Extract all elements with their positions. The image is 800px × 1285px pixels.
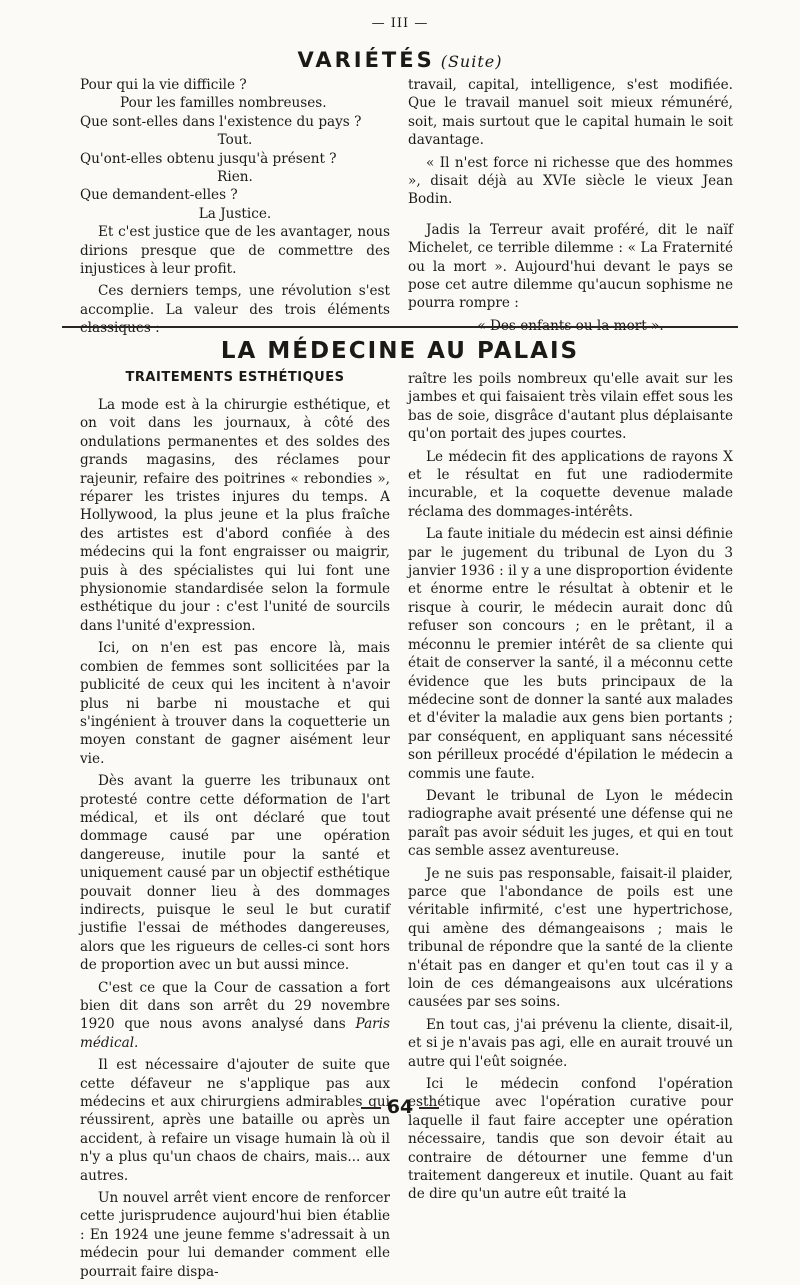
paragraph: Devant le tribunal de Lyon le médecin radiographe avait présenté une défense qui ne paraît pas avoir séduit les juges, et qui en tout cas semble assez aventureuse. xyxy=(408,787,733,860)
varietes-verse xyxy=(80,76,390,223)
paragraph: Dès avant la guerre les tribunaux ont protesté contre cette déformation de l'art médical, et ils ont déclaré que tout dommage causé par une opération dangereuse, inutile pour la santé et uniquement causé par un objectif esthétique pouvait donner lieu à des dommages indirects, puisque le seul le but curatif justifie l'essai de méthodes dangereuses, alors que les rigueurs de celles-ci sont hors de proportion avec un but aussi mince. xyxy=(80,773,390,974)
page-number-text: 64 xyxy=(386,1096,414,1118)
verse-line: Rien. xyxy=(217,169,253,186)
journal-citation: Paris médical. xyxy=(80,1016,391,1051)
verse-line: Pour les familles nombreuses. xyxy=(120,95,327,112)
folio-dash xyxy=(361,1107,381,1109)
verse-line: La Justice. xyxy=(198,205,272,222)
paragraph: Ici le médecin confond l'opération esthétique avec l'opération curative pour laquelle il faut faire accepter une opération nécessaire, tandis que son devoir était au contraire de détourner une femme d'un traitement dangereux et inutile. Quant au fait de dire qu'un autre eût traité la xyxy=(408,1076,733,1203)
paragraph: La faute initiale du médecin est ainsi définie par le jugement du tribunal de Lyon du 3 janvier 1936 : il y a une disproportion évidente et énorme entre le résultat à obtenir et le risque à courir, le médecin aurait donc dû refuser son concours ; en le prêtant, il a méconnu le premier intérêt de sa cliente qui était de conserver la santé, il a méconnu cette évidence que les buts principaux de la médecine sont de donner la santé aux malades et d'éviter la maladie aux gens bien portants ; par conséquent, en appliquant sans nécessité son périlleux procédé d'épilation le médecin a commis une faute. xyxy=(408,526,733,782)
paragraph: raître les poils nombreux qu'elle avait sur les jambes et qui faisaient très vilain effet sous les bas de soie, disgrâce d'autant plus déplaisante qu'on portait des jupes courtes. xyxy=(408,371,733,443)
section-title xyxy=(0,48,800,72)
paragraph: Jadis la Terreur avait proféré, dit le naïf Michelet, ce terrible dilemme : « La Fraternité ou la mort ». Aujourd'hui devant le pays se pose cet autre dilemme qu'aucun sophisme ne pourra rompre : xyxy=(408,221,733,312)
paragraph: La mode est à la chirurgie esthétique, et on voit dans les journaux, à côté des ondulations permanentes et des soldes des grands magasins, des réclames pour rajeunir, refaire des poitrines « rebondies », réparer les tristes injures du temps. A Hollywood, la plus jeune et la plus fraîche des artistes est d'abord confiée à des médecins qui la font engraisser ou maigrir, puis à des spécialistes qui lui font une physionomie standardisée selon la formule esthétique du jour : c'est l'unité de sourcils dans l'unité d'expression. xyxy=(80,397,390,634)
section-title-suffix: (Suite) xyxy=(440,52,503,71)
folio-dash xyxy=(419,1107,439,1109)
paragraph: travail, capital, intelligence, s'est modifiée. Que le travail manuel soit mieux rémunéré, soit, mais surtout que le capital humain le soit davantage. xyxy=(408,77,733,149)
varietes-right-column xyxy=(408,76,733,335)
verse-line: Tout. xyxy=(217,132,253,149)
paragraph: En tout cas, j'ai prévenu la cliente, disait-il, et si je n'avais pas agi, elle en aurait trouvé un autre qui l'eût soignée. xyxy=(408,1016,733,1070)
section-divider xyxy=(62,326,738,328)
verse-line: Que sont-elles dans l'existence du pays ? xyxy=(80,113,362,130)
paragraph: Et c'est justice que de les avantager, nous dirions presque que de commettre des injustices à leur profit. xyxy=(80,224,390,278)
closing-quote: « Des enfants ou la mort ». xyxy=(477,317,664,334)
article-title: LA MÉDECINE AU PALAIS xyxy=(220,338,580,364)
page-number xyxy=(0,1096,800,1118)
paragraph: Ici, on n'en est pas encore là, mais combien de femmes sont sollicitées par la publicité de ceux qui les incitent à n'avoir plus ni barbe ni moustache et qui s'ingénient à trouver dans la coquetterie un moyen constant de gagner aisément leur vie. xyxy=(80,640,390,767)
paragraph-with-citation xyxy=(80,979,390,1053)
section-title-text: VARIÉTÉS xyxy=(297,48,435,72)
varietes-left-column xyxy=(80,76,390,342)
article-right-column xyxy=(408,370,733,1208)
verse-line: Pour qui la vie difficile ? xyxy=(80,77,247,93)
page-roman-number: — III — xyxy=(371,16,429,31)
paragraph: « Il n'est force ni richesse que des hommes », disait déjà au XVIe siècle le vieux Jean Bodin. xyxy=(408,154,733,208)
paragraph: Il est nécessaire d'ajouter de suite que cette défaveur ne s'applique pas aux médecins et aux chirurgiens admirables qui réussirent, après une bataille ou après un accident, à refaire un visage humain là où il n'y a plus qu'un chaos de chairs, mais... aux autres. xyxy=(80,1057,390,1184)
paragraph: Je ne suis pas responsable, faisait-il plaider, parce que l'abondance de poils est une véritable infirmité, c'est une hypertrichose, qui amène des démangeaisons ; mais le tribunal de répondre que la santé de la cliente n'était pas en danger et qu'en tout cas il y a loin de ces démangeaisons aux ulcérations causées par ses soins. xyxy=(408,865,733,1011)
paragraph: Ces derniers temps, une révolution s'est accomplie. La valeur des trois éléments classiques : xyxy=(80,283,390,337)
article-left-column xyxy=(80,396,390,1285)
paragraph: Le médecin fit des applications de rayons X et le résultat en fut une radiodermite incurable, et la coquette devenue malade réclama des dommages-intérêts. xyxy=(408,448,733,520)
verse-line: Qu'ont-elles obtenu jusqu'à présent ? xyxy=(80,150,337,167)
paragraph: Un nouvel arrêt vient encore de renforcer cette jurisprudence aujourd'hui bien établie : En 1924 une jeune femme s'adressait à un médecin pour lui demander comment elle pourrait faire dispa- xyxy=(80,1190,390,1280)
verse-line: Que demandent-elles ? xyxy=(80,187,238,204)
article-subtitle: TRAITEMENTS ESTHÉTIQUES xyxy=(125,370,345,385)
paragraph-text: C'est ce que la Cour de cassation a fort bien dit dans son arrêt du 29 novembre 1920 que nous avons analysé dans xyxy=(80,979,390,1033)
